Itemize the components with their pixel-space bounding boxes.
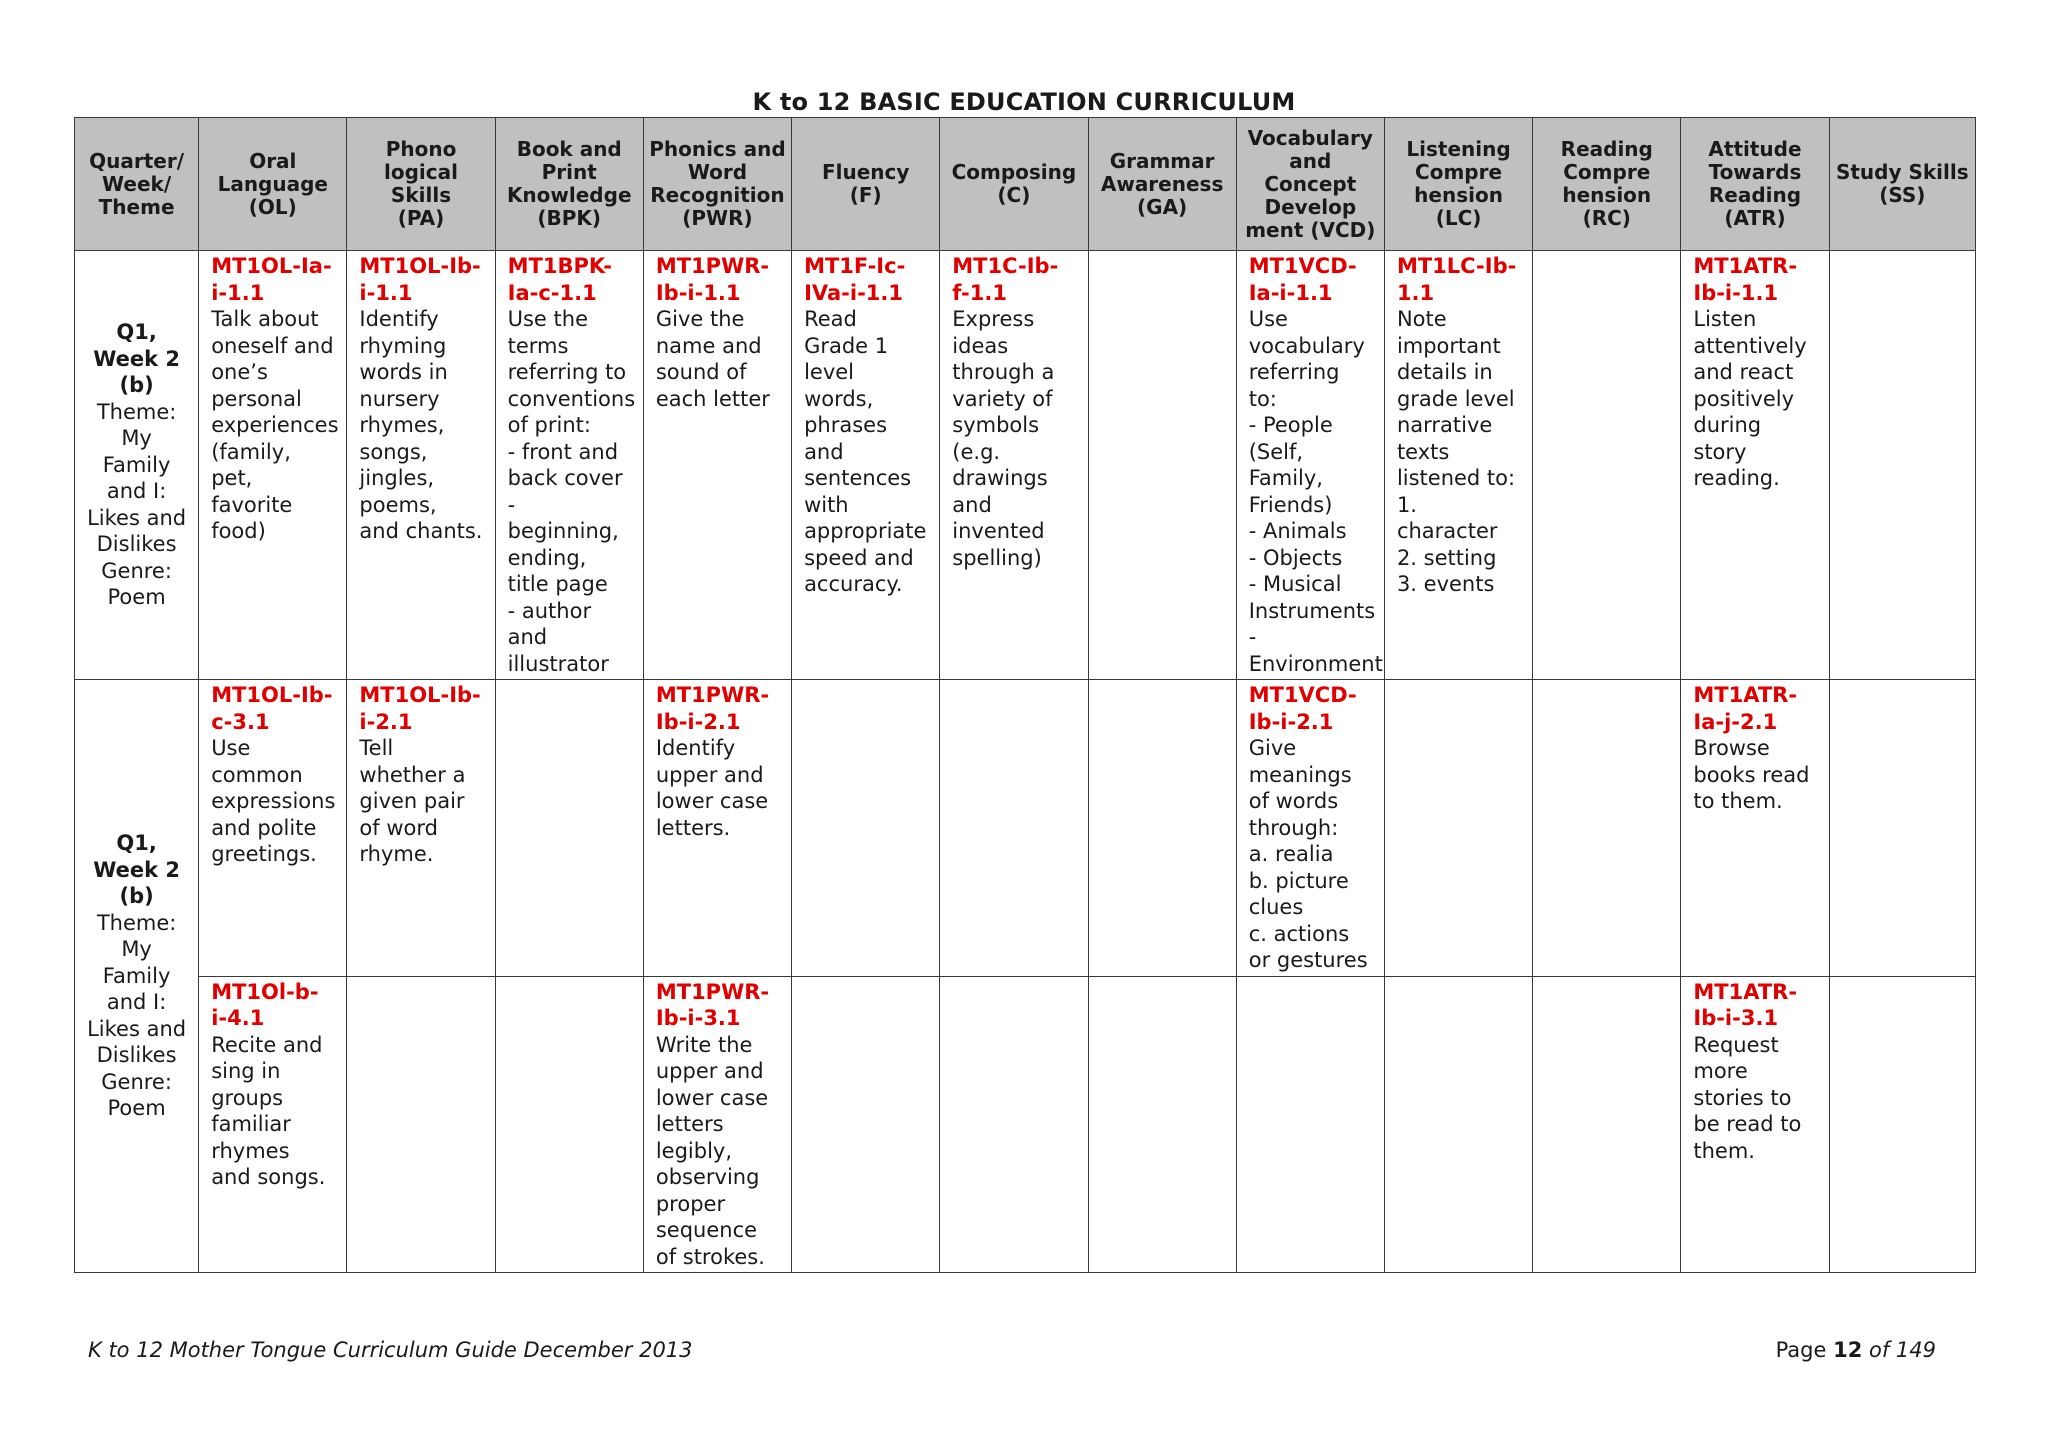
header-oral-language: Oral Language (OL) — [199, 118, 347, 251]
page-label: Page — [1775, 1338, 1834, 1362]
header-listening-comprehension: Listening Compre hension (LC) — [1384, 118, 1532, 251]
phonological-skills-cell — [347, 680, 495, 977]
fluency-cell — [792, 680, 940, 977]
grammar-awareness-cell — [1088, 251, 1236, 680]
competency-text: Write the upper and lower case letters legibly, observing proper sequence of strokes. — [655, 1032, 769, 1269]
competency-code: MT1OL-Ib-c-3.1 — [211, 683, 333, 734]
table-row — [75, 680, 1976, 977]
footer-page-number — [1776, 1338, 1936, 1362]
table-row — [75, 251, 1976, 680]
page-current: 12 — [1833, 1338, 1863, 1362]
composing-cell — [940, 680, 1088, 977]
header-composing: Composing (C) — [940, 118, 1088, 251]
competency-code: MT1OL-Ib-i-2.1 — [359, 683, 481, 734]
attitude-towards-reading-cell — [1681, 976, 1829, 1273]
phonological-skills-cell — [347, 251, 495, 680]
listening-comprehension-cell — [1384, 680, 1532, 977]
header-fluency: Fluency (F) — [792, 118, 940, 251]
composing-cell — [940, 251, 1088, 680]
competency-text: Request more stories to be read to them. — [1693, 1032, 1802, 1163]
grammar-awareness-cell — [1088, 976, 1236, 1273]
study-skills-cell — [1829, 976, 1975, 1273]
curriculum-table — [74, 117, 1976, 1273]
competency-text: Talk about oneself and one’s personal experiences (family, pet, favorite food) — [211, 307, 339, 543]
competency-text: Recite and sing in groups familiar rhymes and songs. — [211, 1032, 326, 1189]
competency-text: Read Grade 1 level words, phrases and sentences with appropriate speed and accuracy. — [804, 307, 927, 596]
competency-text: Give the name and sound of each letter — [655, 307, 770, 411]
book-print-knowledge-cell — [495, 251, 643, 680]
grammar-awareness-cell — [1088, 680, 1236, 977]
competency-code: MT1PWR-Ib-i-1.1 — [655, 254, 770, 305]
page-title: K to 12 BASIC EDUCATION CURRICULUM — [752, 88, 1296, 116]
competency-code: MT1VCD-Ia-i-1.1 — [1248, 254, 1357, 305]
vocabulary-concept-cell — [1236, 976, 1384, 1273]
competency-code: MT1OL-Ib-i-1.1 — [359, 254, 481, 305]
competency-code: MT1BPK-Ia-c-1.1 — [507, 254, 613, 305]
oral-language-cell — [199, 251, 347, 680]
listening-comprehension-cell — [1384, 976, 1532, 1273]
competency-text: Listen attentively and react positively during story reading. — [1693, 307, 1807, 490]
book-print-knowledge-cell — [495, 680, 643, 977]
header-vocabulary-concept: Vocabulary and Concept Develop ment (VCD) — [1236, 118, 1384, 251]
fluency-cell — [792, 251, 940, 680]
theme-genre-text: Theme: My Family and I: Likes and Dislikes Genre: Poem — [87, 399, 187, 610]
competency-text: Identify rhyming words in nursery rhymes, songs, jingles, poems, and chants. — [359, 307, 483, 543]
listening-comprehension-cell — [1384, 251, 1532, 680]
study-skills-cell — [1829, 251, 1975, 680]
vocabulary-concept-cell — [1236, 251, 1384, 680]
theme-genre-text: Theme: My Family and I: Likes and Dislikes Genre: Poem — [87, 910, 187, 1121]
phonological-skills-cell — [347, 976, 495, 1273]
phonics-word-recognition-cell — [643, 680, 791, 977]
competency-text: Express ideas through a variety of symbols (e.g. drawings and invented spelling) — [952, 307, 1055, 570]
competency-code: MT1ATR-Ib-i-1.1 — [1693, 254, 1798, 305]
competency-code: MT1ATR-Ib-i-3.1 — [1693, 979, 1798, 1030]
header-quarter-week-theme: Quarter/ Week/ Theme — [75, 118, 199, 251]
book-print-knowledge-cell — [495, 976, 643, 1273]
quarter-label: Q1, Week 2 (b) — [93, 831, 180, 909]
fluency-cell — [792, 976, 940, 1273]
header-phonics-word-recognition: Phonics and Word Recognition (PWR) — [643, 118, 791, 251]
competency-code: MT1Ol-b-i-4.1 — [211, 979, 319, 1030]
footer-guide-title: K to 12 Mother Tongue Curriculum Guide December 2013 — [88, 1338, 693, 1362]
competency-code: MT1PWR-Ib-i-3.1 — [655, 979, 770, 1030]
phonics-word-recognition-cell — [643, 251, 791, 680]
reading-comprehension-cell — [1533, 251, 1681, 680]
competency-text: Use the terms referring to conventions of print: - front and back cover - beginning, ending, title page - author and illustrator — [507, 307, 636, 676]
composing-cell — [940, 976, 1088, 1273]
quarter-cell — [75, 251, 199, 680]
oral-language-cell — [199, 976, 347, 1273]
competency-text: Note important details in grade level narrative texts listened to: 1. character 2. setting 3. events — [1396, 307, 1516, 596]
quarter-label: Q1, Week 2 (b) — [93, 320, 180, 398]
competency-code: MT1F-Ic-IVa-i-1.1 — [804, 254, 906, 305]
header-row — [75, 118, 1976, 251]
competency-text: Use common expressions and polite greetings. — [211, 736, 336, 866]
competency-text: Tell whether a given pair of word rhyme. — [359, 736, 466, 866]
header-book-print-knowledge: Book and Print Knowledge (BPK) — [495, 118, 643, 251]
vocabulary-concept-cell — [1236, 680, 1384, 977]
header-phonological-skills: Phono logical Skills (PA) — [347, 118, 495, 251]
competency-code: MT1PWR-Ib-i-2.1 — [655, 683, 770, 734]
quarter-cell — [75, 680, 199, 1273]
header-reading-comprehension: Reading Compre hension (RC) — [1533, 118, 1681, 251]
competency-code: MT1C-Ib-f-1.1 — [952, 254, 1059, 305]
attitude-towards-reading-cell — [1681, 251, 1829, 680]
header-grammar-awareness: Grammar Awareness (GA) — [1088, 118, 1236, 251]
study-skills-cell — [1829, 680, 1975, 977]
header-study-skills: Study Skills (SS) — [1829, 118, 1975, 251]
page-total: of 149 — [1862, 1338, 1936, 1362]
competency-text: Use vocabulary referring to: - People (Self, Family, Friends) - Animals - Objects - Musical Instruments - Environment — [1248, 307, 1383, 676]
header-attitude-towards-reading: Attitude Towards Reading (ATR) — [1681, 118, 1829, 251]
oral-language-cell — [199, 680, 347, 977]
reading-comprehension-cell — [1533, 976, 1681, 1273]
attitude-towards-reading-cell — [1681, 680, 1829, 977]
competency-text: Give meanings of words through: a. realia b. picture clues c. actions or gestures — [1248, 736, 1368, 972]
competency-code: MT1OL-Ia-i-1.1 — [211, 254, 332, 305]
competency-code: MT1LC-Ib-1.1 — [1396, 254, 1517, 305]
competency-text: Browse books read to them. — [1693, 736, 1810, 813]
table-row — [75, 976, 1976, 1273]
competency-code: MT1ATR-Ia-j-2.1 — [1693, 683, 1798, 734]
competency-text: Identify upper and lower case letters. — [655, 736, 769, 840]
reading-comprehension-cell — [1533, 680, 1681, 977]
competency-code: MT1VCD-Ib-i-2.1 — [1248, 683, 1357, 734]
phonics-word-recognition-cell — [643, 976, 791, 1273]
